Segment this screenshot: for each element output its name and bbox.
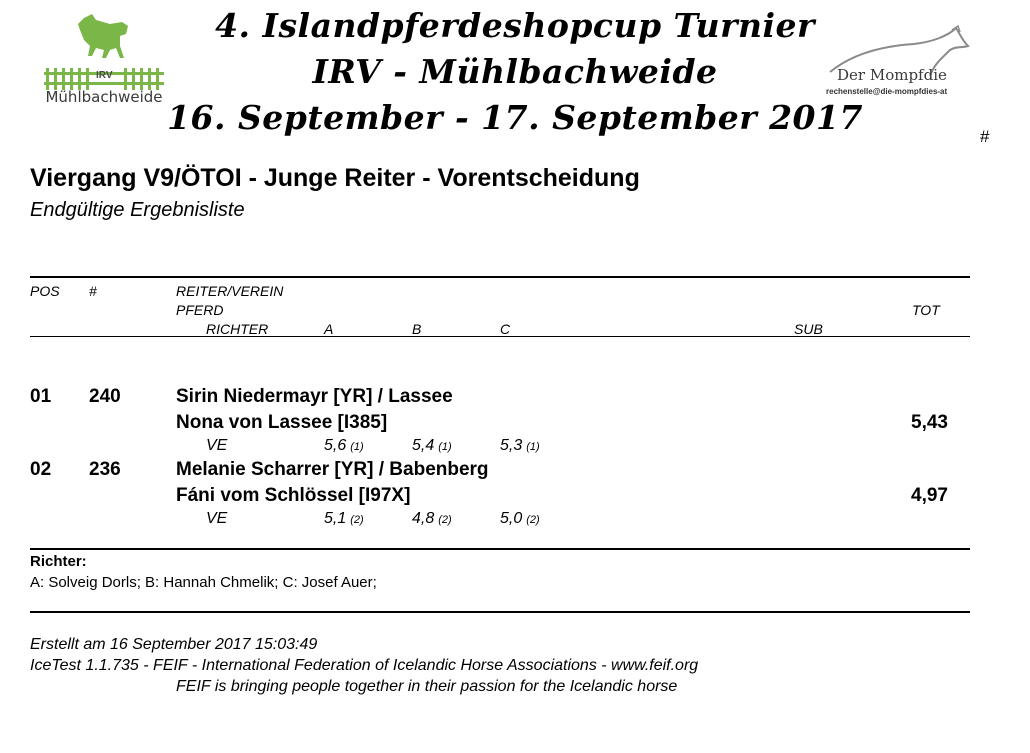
result-2-pos: 02 [30, 459, 52, 480]
page-subtitle: Endgültige Ergebnisliste [30, 199, 245, 221]
result-2-horse: Fáni vom Schlössel [I97X] [176, 485, 411, 506]
result-2-rider: Melanie Scharrer [YR] / Babenberg [176, 459, 489, 480]
col-tot: TOT [912, 302, 940, 318]
event-title-line-2: IRV - Mühlbachweide [312, 52, 718, 91]
col-num: # [89, 283, 97, 299]
result-1-judge: VE [206, 437, 228, 454]
event-title-line-3: 16. September - 17. September 2017 [167, 98, 863, 137]
logo-badge: IRV [96, 70, 113, 81]
judges-list: A: Solveig Dorls; B: Hannah Chmelik; C: Josef Auer; [30, 574, 377, 591]
result-1-mark-c: 5,3 (1) [500, 437, 540, 454]
result-1-horse: Nona von Lassee [I385] [176, 412, 388, 433]
col-rider-club: REITER/VEREIN [176, 283, 284, 299]
judges-label: Richter: [30, 553, 87, 570]
col-judge: RICHTER [206, 321, 269, 337]
created-timestamp: Erstellt am 16 September 2017 15:03:49 [30, 636, 318, 653]
header-bottom-rule [30, 336, 970, 337]
result-2-judge: VE [206, 510, 228, 527]
result-1-mark-a: 5,6 (1) [324, 437, 364, 454]
result-1-mark-b: 5,4 (1) [412, 437, 452, 454]
result-1-pos: 01 [30, 386, 52, 407]
result-2-num: 236 [89, 459, 121, 480]
logo-right-text: Der Mompfdie [837, 66, 947, 84]
col-sub: SUB [794, 321, 823, 337]
page-title: Viergang V9/ÖTOI - Junge Reiter - Vorentscheidung [30, 164, 640, 192]
logo-left-text: Mühlbachweide [45, 88, 163, 106]
result-1-rider: Sirin Niedermayr [YR] / Lassee [176, 386, 453, 407]
result-1-num: 240 [89, 386, 121, 407]
result-2-total: 4,97 [911, 485, 948, 506]
header-top-rule [30, 276, 970, 278]
event-title-line-1: 4. Islandpferdeshopcup Turnier [215, 6, 815, 45]
logo-right-email: rechenstelle@die-mompfdies-at [826, 87, 948, 96]
hash-mark: # [980, 127, 990, 146]
col-c: C [500, 321, 511, 337]
col-b: B [412, 321, 422, 337]
col-pos: POS [30, 283, 60, 299]
software-info: IceTest 1.1.735 - FEIF - International Federation of Icelandic Horse Associations - www.feif.org [30, 657, 699, 674]
result-2-mark-a: 5,1 (2) [324, 510, 364, 527]
judges-bottom-rule [30, 611, 970, 613]
result-2-mark-b: 4,8 (2) [412, 510, 452, 527]
col-a: A [324, 321, 334, 337]
col-horse: PFERD [176, 302, 224, 318]
result-1-total: 5,43 [911, 412, 948, 433]
feif-slogan: FEIF is bringing people together in their passion for the Icelandic horse [176, 678, 678, 695]
results-bottom-rule [30, 548, 970, 550]
result-2-mark-c: 5,0 (2) [500, 510, 540, 527]
